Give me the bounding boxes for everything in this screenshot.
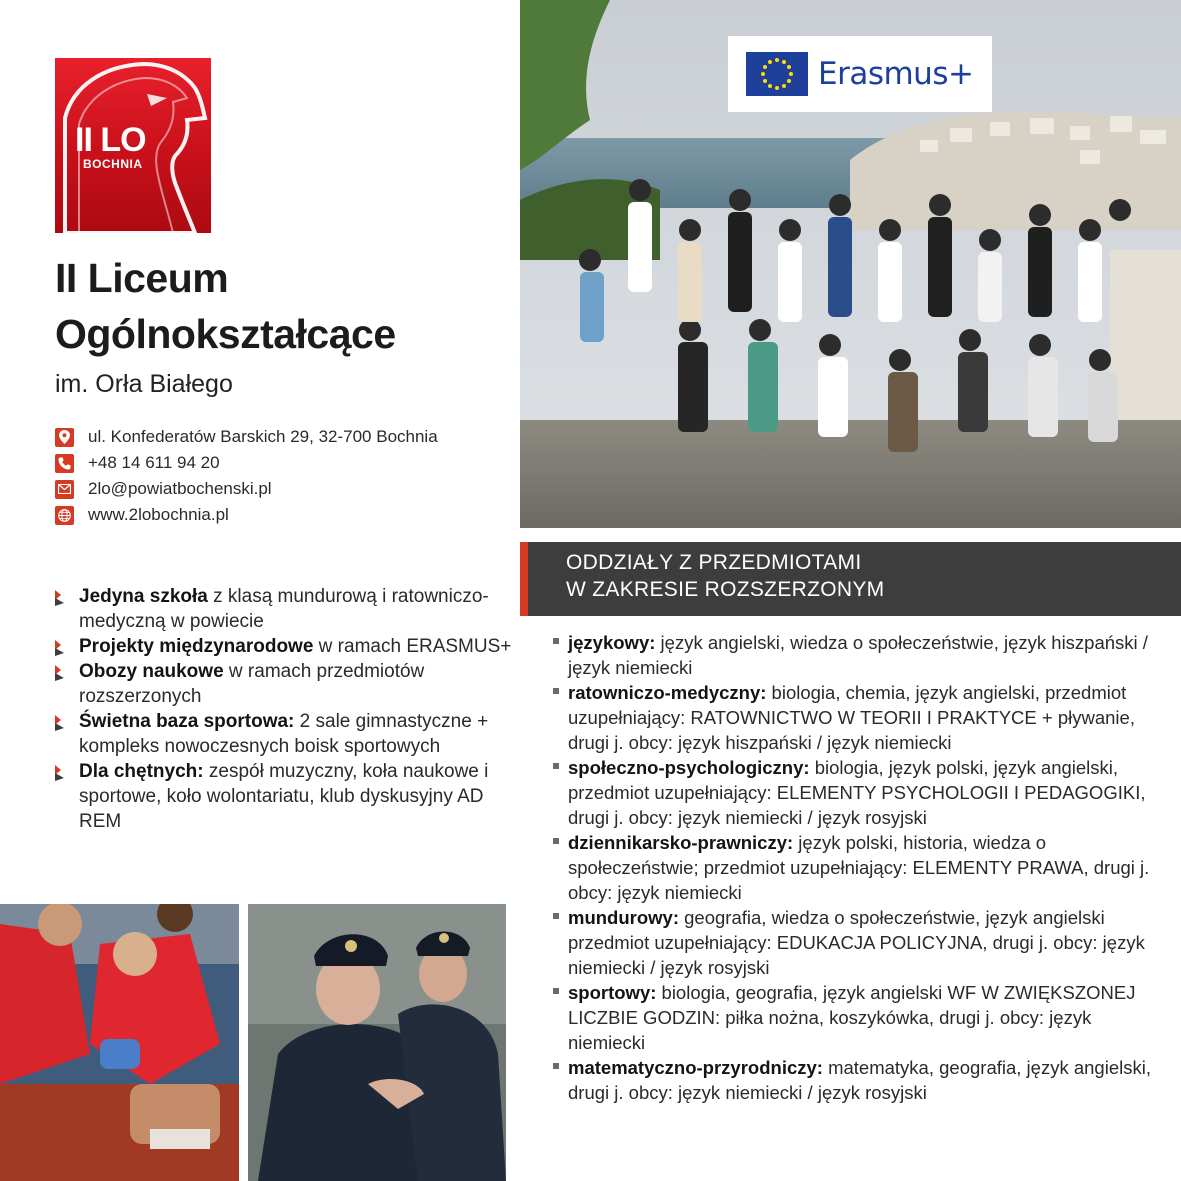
list-item <box>55 659 515 709</box>
globe-icon <box>55 506 74 525</box>
section-subjects: matematyka, geografia, język angielski, drugi j. obcy: język niemiecki / język rosyjski <box>568 1057 1151 1103</box>
police-class-photo <box>248 904 506 1181</box>
feature-bold: Dla chętnych: <box>79 761 204 782</box>
feature-text: z klasą mundurową i ratowniczo-medyczną w powiecie <box>79 586 489 632</box>
erasmus-label: Erasmus+ <box>818 56 974 92</box>
section-subjects: biologia, chemia, język angielski, przedmiot uzupełniający: RATOWNICTWO W TEORII I PRAKTYCE + pływanie, drugi j. obcy: język hiszpański / język niemiecki <box>568 682 1135 753</box>
section-subjects: biologia, język polski, język angielski, przedmiot uzupełniający: ELEMENTY PSYCHOLOGII I PEDAGOGIKI, drugi j. obcy: język niemiecki / język rosyjski <box>568 757 1146 828</box>
logo-lo-text: II LO <box>75 121 146 159</box>
section-subjects: język polski, historia, wiedza o społeczeństwie; przedmiot uzupełniający: ELEMENTY PRAWA, drugi j. obcy: język niemiecki <box>568 832 1150 903</box>
section-name: mundurowy: <box>568 907 679 928</box>
arrow-bullet-icon <box>55 590 67 606</box>
eu-flag-icon <box>746 52 808 96</box>
section-name: dziennikarsko-prawniczy: <box>568 832 794 853</box>
list-item <box>553 630 1153 680</box>
school-name-line-1: II Liceum <box>55 255 229 301</box>
sections-list <box>553 630 1153 1105</box>
feature-text: w ramach ERASMUS+ <box>313 636 512 657</box>
section-name: społeczno-psychologiczny: <box>568 757 810 778</box>
contact-phone[interactable] <box>55 450 438 476</box>
list-item <box>553 830 1153 905</box>
envelope-icon <box>55 480 74 499</box>
section-name: językowy: <box>568 632 656 653</box>
contact-list <box>55 424 438 528</box>
contact-website-text: www.2lobochnia.pl <box>88 505 229 524</box>
arrow-bullet-icon <box>55 765 67 781</box>
section-subjects: język angielski, wiedza o społeczeństwie, język hiszpański / język niemiecki <box>568 632 1148 678</box>
section-subjects: biologia, geografia, język angielski WF W ZWIĘKSZONEJ LICZBIE GODZIN: piłka nożna, koszykówka, drugi j. obcy: język niemiecki <box>568 982 1136 1053</box>
feature-bold: Jedyna szkoła <box>79 586 208 607</box>
section-name: ratowniczo-medyczny: <box>568 682 767 703</box>
list-item <box>553 980 1153 1055</box>
arrow-bullet-icon <box>55 640 67 656</box>
contact-address-text: ul. Konfederatów Barskich 29, 32-700 Bochnia <box>88 427 438 446</box>
feature-bold: Obozy naukowe <box>79 661 224 682</box>
list-item <box>55 709 515 759</box>
list-item <box>553 680 1153 755</box>
list-item <box>553 1055 1153 1105</box>
contact-email-text: 2lo@powiatbochenski.pl <box>88 479 272 498</box>
feature-text: 2 sale gimnastyczne + kompleks nowoczesnych boisk sportowych <box>79 711 489 757</box>
section-subjects: geografia, wiedza o społeczeństwie, język angielski przedmiot uzupełniający: EDUKACJA POLICYJNA, drugi j. obcy: język niemiecki / język rosyjski <box>568 907 1145 978</box>
feature-bold: Projekty międzynarodowe <box>79 636 314 657</box>
section-name: matematyczno-przyrodniczy: <box>568 1057 823 1078</box>
school-name-line-2: Ogólnokształcące <box>55 311 396 357</box>
feature-bold: Świetna baza sportowa: <box>79 711 295 732</box>
location-pin-icon <box>55 428 74 447</box>
list-item <box>55 759 515 834</box>
arrow-bullet-icon <box>55 715 67 731</box>
section-name: sportowy: <box>568 982 657 1003</box>
phone-icon <box>55 454 74 473</box>
erasmus-badge <box>728 36 992 112</box>
school-name <box>55 250 396 362</box>
sections-header <box>520 542 1181 616</box>
list-item <box>55 634 515 659</box>
sections-header-line-1: ODDZIAŁY Z PRZEDMIOTAMI <box>566 551 862 574</box>
feature-text: zespół muzyczny, koła naukowe i sportowe, koło wolontariatu, klub dyskusyjny AD REM <box>79 761 489 832</box>
logo-town-text: BOCHNIA <box>83 157 143 171</box>
list-item <box>553 755 1153 830</box>
contact-email[interactable] <box>55 476 438 502</box>
contact-website[interactable] <box>55 502 438 528</box>
contact-phone-text: +48 14 611 94 20 <box>88 453 220 472</box>
list-item <box>55 584 515 634</box>
sections-header-line-2: W ZAKRESIE ROZSZERZONYM <box>566 578 885 601</box>
school-subtitle: im. Orła Białego <box>55 370 233 398</box>
arrow-bullet-icon <box>55 665 67 681</box>
feature-text: w ramach przedmiotów rozszerzonych <box>79 661 425 707</box>
contact-address <box>55 424 438 450</box>
feature-list <box>55 584 515 834</box>
list-item <box>553 905 1153 980</box>
school-logo <box>55 58 211 233</box>
first-aid-photo <box>0 904 239 1181</box>
